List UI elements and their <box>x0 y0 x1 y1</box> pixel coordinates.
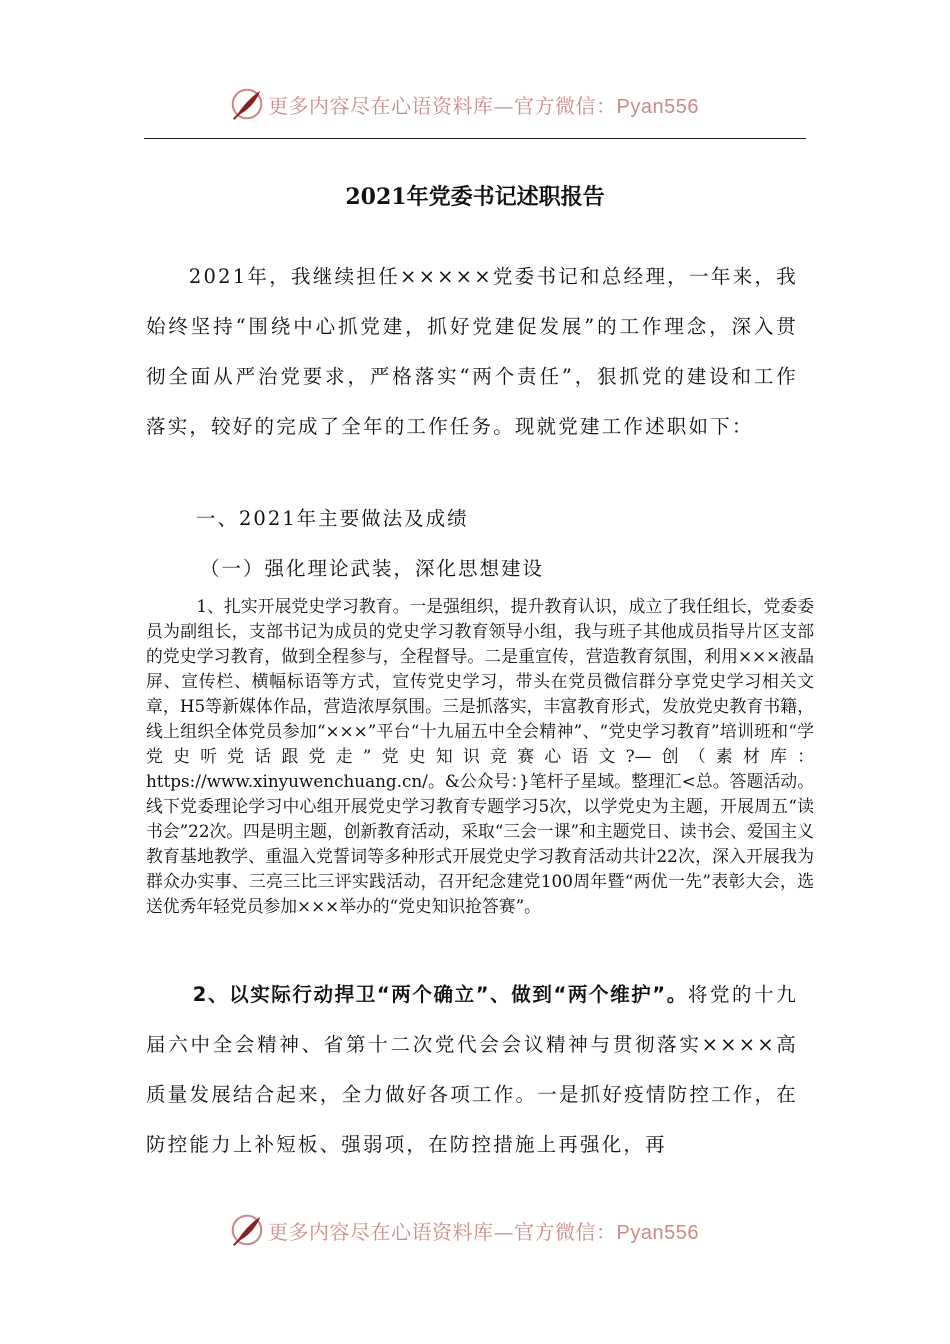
item-1-paragraph <box>146 594 814 919</box>
footer-watermark <box>228 1210 728 1250</box>
item-2-body: 将党的十九届六中全会精神、省第十二次党代会会议精神与贯彻落实××××高质量发展结合起来，全力做好各项工作。一是抓好疫情防控工作，在防控能力上补短板、强弱项，在防控措施上再强化，再 <box>146 983 798 1156</box>
watermark-text: 更多内容尽在心语资料库—官方微信：Pyan556 <box>268 1219 699 1244</box>
wechat-id: Pyan556 <box>616 95 699 118</box>
intro-text: 2021年，我继续担任×××××党委书记和总经理，一年来，我始终坚持“围绕中心抓党建，抓好党建促发展”的工作理念，深入贯彻全面从严治党要求，严格落实“两个责任”，狠抓党的建设和工作落实，较好的完成了全年的工作任务。现就党建工作述职如下： <box>146 265 798 438</box>
header-watermark <box>228 84 728 124</box>
item-1-text: 1、扎实开展党史学习教育。一是强组织，提升教育认识，成立了我任组长，党委委员为副组长，支部书记为成员的党史学习教育领导小组，我与班子其他成员指导片区支部的党史学习教育，做到全程参与，全程督导。二是重宣传，营造教育氛围，利用×××液晶屏、宣传栏、横幅标语等方式，宣传党史学习，带头在党员微信群分享党史学习相关文章，H5等新媒体作品，营造浓厚氛围。三是抓落实，丰富教育形式，发放党史教育书籍，线上组织全体党员参加“×××”平台“十九届五中全会精神”、“党史学习教育”培训班和“学党史听党话跟党走”党史知识竞赛心语文?—创（素材库：https://www.xinyuwenchuang.cn/。&公众号：}笔杆子星域。整理汇<总。答题活动。线下党委理论学习中心组开展党史学习教育专题学习5次，以学党史为主题，开展周五“读书会”22次。四是明主题，创新教育活动，采取“三会一课”和主题党日、读书会、爱国主义教育基地教学、重温入党誓词等多种形式开展党史学习教育活动共计22次，深入开展我为群众办实事、三亮三比三评实践活动，召开纪念建党100周年暨“两优一先”表彰大会，选送优秀年轻党员参加×××举办的“党史知识抢答赛”。 <box>146 596 814 916</box>
wechat-id: Pyan556 <box>616 1221 699 1244</box>
item-2-lead: 2、以实际行动捍卫“两个确立”、做到“两个维护”。 <box>192 983 688 1006</box>
intro-paragraph <box>146 252 798 452</box>
item-2-paragraph <box>146 970 798 1170</box>
header-divider <box>144 138 806 139</box>
watermark-text: 更多内容尽在心语资料库—官方微信：Pyan556 <box>268 93 699 118</box>
quill-logo-icon <box>228 1211 266 1249</box>
subsection-heading: （一）强化理论武装，深化思想建设 <box>200 557 545 580</box>
document-title: 2021年党委书记述职报告 <box>345 184 605 210</box>
quill-logo-icon <box>228 85 266 123</box>
section-heading: 一、2021年主要做法及成绩 <box>196 507 469 530</box>
